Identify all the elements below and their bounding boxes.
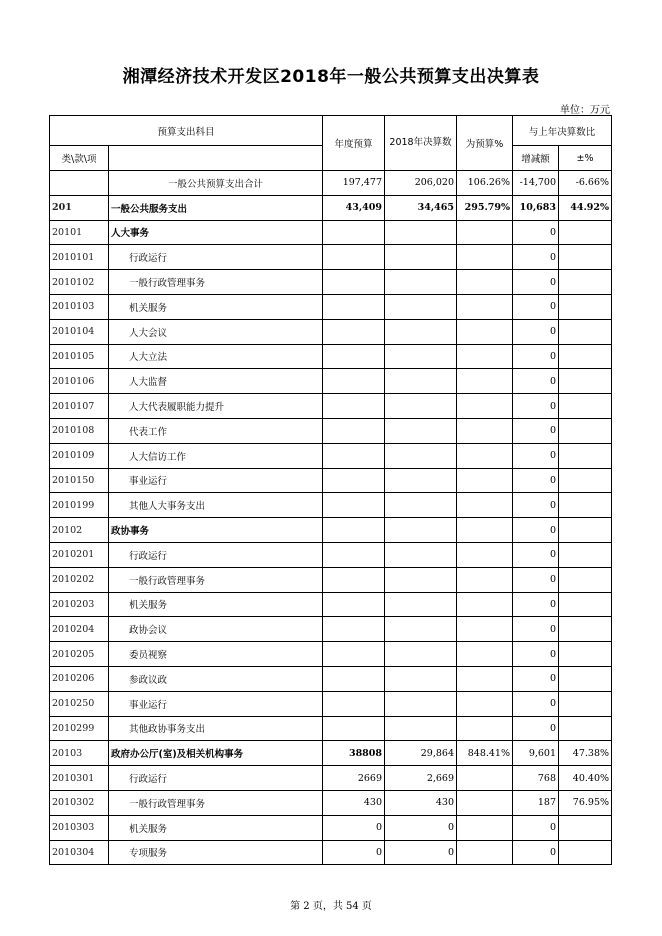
cell-final xyxy=(385,418,457,443)
cell-budget xyxy=(323,716,385,741)
cell-change xyxy=(559,294,612,319)
cell-name: 其他政协事务支出 xyxy=(109,716,323,741)
header-blank xyxy=(109,146,323,171)
cell-final xyxy=(385,443,457,468)
header-vs-last-year: 与上年决算数比 xyxy=(513,116,612,146)
cell-change xyxy=(559,394,612,419)
cell-diff: 0 xyxy=(513,468,559,493)
table-row xyxy=(50,195,612,220)
cell-change xyxy=(559,617,612,642)
cell-name: 代表工作 xyxy=(109,418,323,443)
cell-code: 2010202 xyxy=(50,567,109,592)
cell-name: 人大事务 xyxy=(109,220,323,245)
header-annual-budget: 年度预算 xyxy=(323,116,385,171)
cell-budget xyxy=(323,666,385,691)
cell-pct xyxy=(457,840,513,865)
cell-pct xyxy=(457,443,513,468)
budget-table xyxy=(49,115,612,865)
cell-pct xyxy=(457,270,513,295)
cell-change xyxy=(559,468,612,493)
cell-name: 事业运行 xyxy=(109,691,323,716)
cell-pct: 295.79% xyxy=(457,195,513,220)
table-row xyxy=(50,716,612,741)
cell-diff: 0 xyxy=(513,418,559,443)
cell-final xyxy=(385,691,457,716)
cell-code xyxy=(50,171,109,196)
unit-label: 单位：万元 xyxy=(560,105,610,116)
table-row xyxy=(50,666,612,691)
cell-final xyxy=(385,716,457,741)
cell-name: 政协事务 xyxy=(109,518,323,543)
table-row xyxy=(50,394,612,419)
cell-diff: 0 xyxy=(513,319,559,344)
cell-name: 行政运行 xyxy=(109,245,323,270)
cell-pct xyxy=(457,493,513,518)
table-row xyxy=(50,567,612,592)
cell-budget xyxy=(323,220,385,245)
cell-code: 2010109 xyxy=(50,443,109,468)
cell-name: 事业运行 xyxy=(109,468,323,493)
cell-diff: 768 xyxy=(513,766,559,791)
table-row xyxy=(50,294,612,319)
cell-pct xyxy=(457,294,513,319)
table-row xyxy=(50,319,612,344)
cell-final xyxy=(385,666,457,691)
cell-pct xyxy=(457,245,513,270)
cell-budget xyxy=(323,344,385,369)
cell-name: 人大代表履职能力提升 xyxy=(109,394,323,419)
cell-diff: 187 xyxy=(513,790,559,815)
table-row xyxy=(50,592,612,617)
cell-code: 2010107 xyxy=(50,394,109,419)
cell-change: 76.95% xyxy=(559,790,612,815)
cell-final: 206,020 xyxy=(385,171,457,196)
cell-final: 430 xyxy=(385,790,457,815)
header-subject: 预算支出科目 xyxy=(50,116,323,146)
cell-change xyxy=(559,220,612,245)
cell-name: 人大会议 xyxy=(109,319,323,344)
cell-change xyxy=(559,567,612,592)
cell-diff: -14,700 xyxy=(513,171,559,196)
table-row xyxy=(50,443,612,468)
cell-budget xyxy=(323,394,385,419)
cell-final: 0 xyxy=(385,840,457,865)
cell-budget: 38808 xyxy=(323,741,385,766)
cell-diff: 0 xyxy=(513,542,559,567)
cell-final: 29,864 xyxy=(385,741,457,766)
cell-change xyxy=(559,443,612,468)
cell-pct xyxy=(457,592,513,617)
cell-code: 2010105 xyxy=(50,344,109,369)
cell-budget: 430 xyxy=(323,790,385,815)
cell-name: 一般公共预算支出合计 xyxy=(109,171,323,196)
table-row xyxy=(50,518,612,543)
cell-final xyxy=(385,642,457,667)
page-footer: 第 2 页，共 54 页 xyxy=(290,901,372,912)
cell-final xyxy=(385,542,457,567)
cell-budget xyxy=(323,369,385,394)
cell-change xyxy=(559,815,612,840)
cell-name: 一般行政管理事务 xyxy=(109,567,323,592)
cell-diff: 0 xyxy=(513,592,559,617)
cell-code: 2010302 xyxy=(50,790,109,815)
cell-budget xyxy=(323,691,385,716)
cell-diff: 0 xyxy=(513,815,559,840)
cell-budget: 2669 xyxy=(323,766,385,791)
cell-diff: 0 xyxy=(513,666,559,691)
cell-diff: 0 xyxy=(513,691,559,716)
cell-change: 44.92% xyxy=(559,195,612,220)
cell-diff: 0 xyxy=(513,443,559,468)
cell-pct: 848.41% xyxy=(457,741,513,766)
cell-budget xyxy=(323,319,385,344)
cell-budget: 0 xyxy=(323,815,385,840)
cell-final xyxy=(385,369,457,394)
cell-diff: 0 xyxy=(513,493,559,518)
cell-budget xyxy=(323,567,385,592)
cell-final xyxy=(385,245,457,270)
cell-code: 2010299 xyxy=(50,716,109,741)
cell-pct xyxy=(457,542,513,567)
cell-pct xyxy=(457,344,513,369)
table-row xyxy=(50,468,612,493)
cell-budget xyxy=(323,617,385,642)
cell-name: 一般公共服务支出 xyxy=(109,195,323,220)
cell-budget xyxy=(323,493,385,518)
cell-budget xyxy=(323,294,385,319)
cell-final xyxy=(385,567,457,592)
cell-diff: 0 xyxy=(513,518,559,543)
table-row xyxy=(50,790,612,815)
cell-change xyxy=(559,418,612,443)
cell-name: 一般行政管理事务 xyxy=(109,790,323,815)
cell-budget xyxy=(323,592,385,617)
cell-diff: 0 xyxy=(513,642,559,667)
cell-final xyxy=(385,270,457,295)
cell-code: 2010102 xyxy=(50,270,109,295)
cell-pct xyxy=(457,567,513,592)
cell-change xyxy=(559,542,612,567)
cell-code: 2010205 xyxy=(50,642,109,667)
cell-code: 2010250 xyxy=(50,691,109,716)
cell-budget xyxy=(323,542,385,567)
cell-diff: 0 xyxy=(513,344,559,369)
cell-name: 人大信访工作 xyxy=(109,443,323,468)
cell-pct xyxy=(457,716,513,741)
cell-diff: 0 xyxy=(513,716,559,741)
cell-code: 2010201 xyxy=(50,542,109,567)
cell-budget: 197,477 xyxy=(323,171,385,196)
cell-final xyxy=(385,468,457,493)
table-row xyxy=(50,766,612,791)
table-row xyxy=(50,418,612,443)
cell-name: 其他人大事务支出 xyxy=(109,493,323,518)
cell-name: 政协会议 xyxy=(109,617,323,642)
cell-code: 20102 xyxy=(50,518,109,543)
table-row xyxy=(50,642,612,667)
cell-code: 20103 xyxy=(50,741,109,766)
cell-name: 政府办公厅(室)及相关机构事务 xyxy=(109,741,323,766)
cell-name: 委员视察 xyxy=(109,642,323,667)
table-row xyxy=(50,270,612,295)
cell-pct xyxy=(457,220,513,245)
cell-pct xyxy=(457,319,513,344)
cell-code: 2010108 xyxy=(50,418,109,443)
cell-code: 2010101 xyxy=(50,245,109,270)
table-row xyxy=(50,245,612,270)
table-row xyxy=(50,617,612,642)
cell-code: 2010150 xyxy=(50,468,109,493)
cell-pct xyxy=(457,691,513,716)
cell-budget xyxy=(323,270,385,295)
cell-change xyxy=(559,642,612,667)
cell-diff: 0 xyxy=(513,220,559,245)
cell-diff: 9,601 xyxy=(513,741,559,766)
cell-final: 2,669 xyxy=(385,766,457,791)
table-row xyxy=(50,220,612,245)
cell-diff: 0 xyxy=(513,567,559,592)
cell-change xyxy=(559,691,612,716)
cell-change xyxy=(559,518,612,543)
cell-pct xyxy=(457,418,513,443)
table-row xyxy=(50,493,612,518)
cell-change xyxy=(559,840,612,865)
cell-budget xyxy=(323,642,385,667)
cell-change xyxy=(559,270,612,295)
table-row xyxy=(50,691,612,716)
cell-pct xyxy=(457,468,513,493)
cell-code: 201 xyxy=(50,195,109,220)
cell-diff: 0 xyxy=(513,394,559,419)
cell-budget xyxy=(323,418,385,443)
cell-budget xyxy=(323,245,385,270)
cell-diff: 0 xyxy=(513,294,559,319)
header-pct-of-budget: 为预算% xyxy=(457,116,513,171)
cell-change xyxy=(559,666,612,691)
cell-pct xyxy=(457,766,513,791)
cell-name: 行政运行 xyxy=(109,542,323,567)
cell-final: 0 xyxy=(385,815,457,840)
table-row xyxy=(50,344,612,369)
cell-name: 专项服务 xyxy=(109,840,323,865)
cell-diff: 0 xyxy=(513,617,559,642)
table-row xyxy=(50,741,612,766)
cell-change xyxy=(559,716,612,741)
cell-code: 2010206 xyxy=(50,666,109,691)
cell-final xyxy=(385,394,457,419)
cell-name: 人大监督 xyxy=(109,369,323,394)
cell-diff: 10,683 xyxy=(513,195,559,220)
cell-diff: 0 xyxy=(513,270,559,295)
cell-final xyxy=(385,294,457,319)
cell-final xyxy=(385,592,457,617)
cell-change: 47.38% xyxy=(559,741,612,766)
cell-change xyxy=(559,592,612,617)
cell-code: 2010303 xyxy=(50,815,109,840)
cell-budget: 43,409 xyxy=(323,195,385,220)
cell-change xyxy=(559,369,612,394)
cell-pct xyxy=(457,617,513,642)
cell-final xyxy=(385,319,457,344)
cell-name: 人大立法 xyxy=(109,344,323,369)
cell-change xyxy=(559,493,612,518)
cell-final xyxy=(385,617,457,642)
cell-code: 2010203 xyxy=(50,592,109,617)
cell-name: 机关服务 xyxy=(109,815,323,840)
cell-code: 2010304 xyxy=(50,840,109,865)
cell-code: 2010103 xyxy=(50,294,109,319)
cell-diff: 0 xyxy=(513,369,559,394)
cell-final xyxy=(385,493,457,518)
cell-pct: 106.26% xyxy=(457,171,513,196)
cell-pct xyxy=(457,369,513,394)
cell-code: 2010301 xyxy=(50,766,109,791)
cell-final: 34,465 xyxy=(385,195,457,220)
cell-final xyxy=(385,518,457,543)
cell-code: 2010204 xyxy=(50,617,109,642)
cell-pct xyxy=(457,790,513,815)
cell-code: 20101 xyxy=(50,220,109,245)
cell-change: 40.40% xyxy=(559,766,612,791)
cell-budget xyxy=(323,518,385,543)
cell-change: -6.66% xyxy=(559,171,612,196)
cell-name: 一般行政管理事务 xyxy=(109,270,323,295)
table-row xyxy=(50,815,612,840)
cell-name: 机关服务 xyxy=(109,294,323,319)
cell-code: 2010199 xyxy=(50,493,109,518)
cell-final xyxy=(385,344,457,369)
cell-pct xyxy=(457,642,513,667)
header-increase: 增减额 xyxy=(513,146,559,171)
header-pct-change: ±% xyxy=(559,146,612,171)
cell-pct xyxy=(457,815,513,840)
cell-change xyxy=(559,344,612,369)
cell-name: 机关服务 xyxy=(109,592,323,617)
cell-name: 行政运行 xyxy=(109,766,323,791)
table-row xyxy=(50,840,612,865)
cell-name: 参政议政 xyxy=(109,666,323,691)
table-row xyxy=(50,171,612,196)
cell-code: 2010104 xyxy=(50,319,109,344)
header-final-2018: 2018年决算数 xyxy=(385,116,457,171)
cell-diff: 0 xyxy=(513,840,559,865)
cell-pct xyxy=(457,518,513,543)
table-row xyxy=(50,369,612,394)
cell-change xyxy=(559,245,612,270)
cell-budget xyxy=(323,443,385,468)
page-title: 湘潭经济技术开发区2018年一般公共预算支出决算表 xyxy=(122,67,540,87)
cell-diff: 0 xyxy=(513,245,559,270)
cell-pct xyxy=(457,394,513,419)
cell-budget: 0 xyxy=(323,840,385,865)
header-category: 类\款\项 xyxy=(50,146,109,171)
cell-final xyxy=(385,220,457,245)
cell-code: 2010106 xyxy=(50,369,109,394)
cell-budget xyxy=(323,468,385,493)
cell-pct xyxy=(457,666,513,691)
cell-change xyxy=(559,319,612,344)
table-row xyxy=(50,542,612,567)
